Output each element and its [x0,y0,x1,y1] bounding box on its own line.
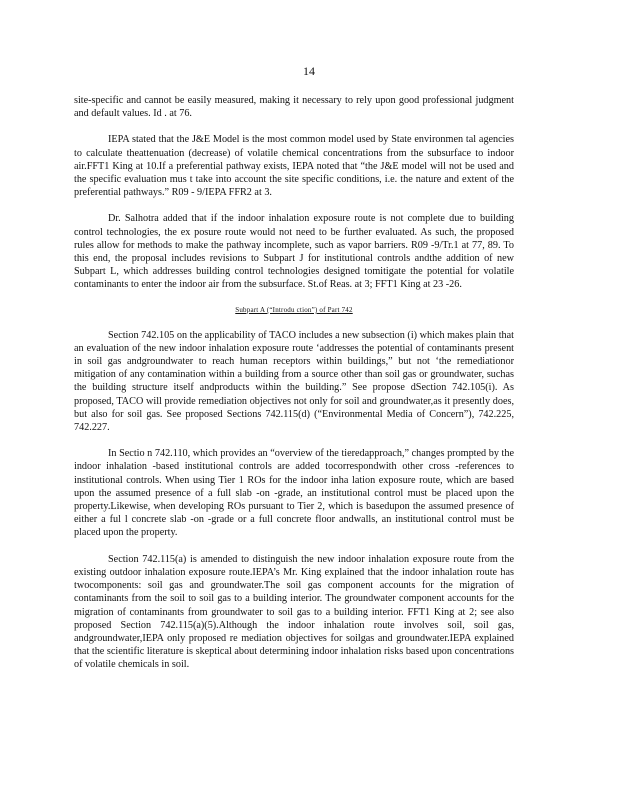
paragraph-salhotra: Dr. Salhotra added that if the indoor inhalation exposure route is not complete due to building control technologies, the ex posure route would not need to be further evaluated. As such, the proposed rules allow for methods to make the pathway incomplete, such as vapor barriers. R09 -9/Tr.1 at 77, 89. To this end, the proposal includes revisions to Subpart J for institutional controls andthe addition of new Subpart L, which addresses building control technologies designed tomitigate the potential for volatile contaminants to enter the indoor air from the subsurface. St.of Reas. at 3; FFT1 King at 23 -26. [74,213,514,291]
paragraph-continuation: site-specific and cannot be easily measured, making it necessary to rely upon good professional judgment and default values. Id . at 76. [74,95,514,120]
page-number: 14 [303,64,315,78]
document-body [74,94,514,685]
paragraph-section-742-105: Section 742.105 on the applicability of TACO includes a new subsection (i) which makes plain that an evaluation of the new indoor inhalation exposure route ‘addresses the potential of contaminants present in soil gas andgroundwater to reach human receptors within buildings,” but not ‘the remediationor mitigation of any contamination within a building from a source other than soil gas or groundwater, suchas the building structure itself andproducts within the building.” See propose dSection 742.105(i). As proposed, TACO will provide remediation objectives not only for soil and groundwater,as it presently does, but also for soil gas. See proposed Sections 742.115(d) (“Environmental Media of Concern”), 742.225, 742.227. [74,329,514,434]
paragraph-je-model: IEPA stated that the J&E Model is the most common model used by State environmen tal agencies to calculate theattenuation (decrease) of volatile chemical concentrations from the subsurface to indoor air.FFT1 King at 10.If a preferential pathway exists, IEPA noted that “the J&E model will not be used and the specific evaluation mus t take into account the site specific conditions, i.e. the nature and extent of the preferential pathways.” R09 - 9/IEPA FFR2 at 3. [74,134,514,199]
section-heading: Subpart A (“Introdu ction”) of Part 742 [235,305,353,314]
paragraph-section-742-115: Section 742.115(a) is amended to distinguish the new indoor inhalation exposure route from the existing outdoor inhalation exposure route.IEPA’s Mr. King explained that the indoor inhalation route has twocomponents: soil gas and groundwater.The soil gas component accounts for the migration of contaminants from the soil to soil gas to a building interior. The groundwater component accounts for the migration of contaminants from groundwater to soil gas to a building interior. FFT1 King at 2; see also proposed Section 742.115(a)(5).Although the indoor inhalation route involves soil, soil gas, andgroundwater,IEPA only proposed re mediation objectives for soilgas and groundwater.IEPA explained that the scientific literature is skeptical about determining indoor inhalation risks based upon concentrations of volatile chemicals in soil. [74,553,514,671]
paragraph-section-742-110: In Sectio n 742.110, which provides an “overview of the tieredapproach,” changes prompted by the indoor inhalation -based institutional controls are added tocorrespondwith other cross -references to institutional controls. When using Tier 1 ROs for the indoor inha lation exposure route, which are based upon the assumed presence of a full slab -on -grade, an institutional control must be placed upon the property.Likewise, when developing ROs pursuant to Tier 2, which is basedupon the assumed presence of either a ful l concrete slab -on -grade or a full concrete floor andwalls, an institutional control must be placed upon the property. [74,448,514,539]
